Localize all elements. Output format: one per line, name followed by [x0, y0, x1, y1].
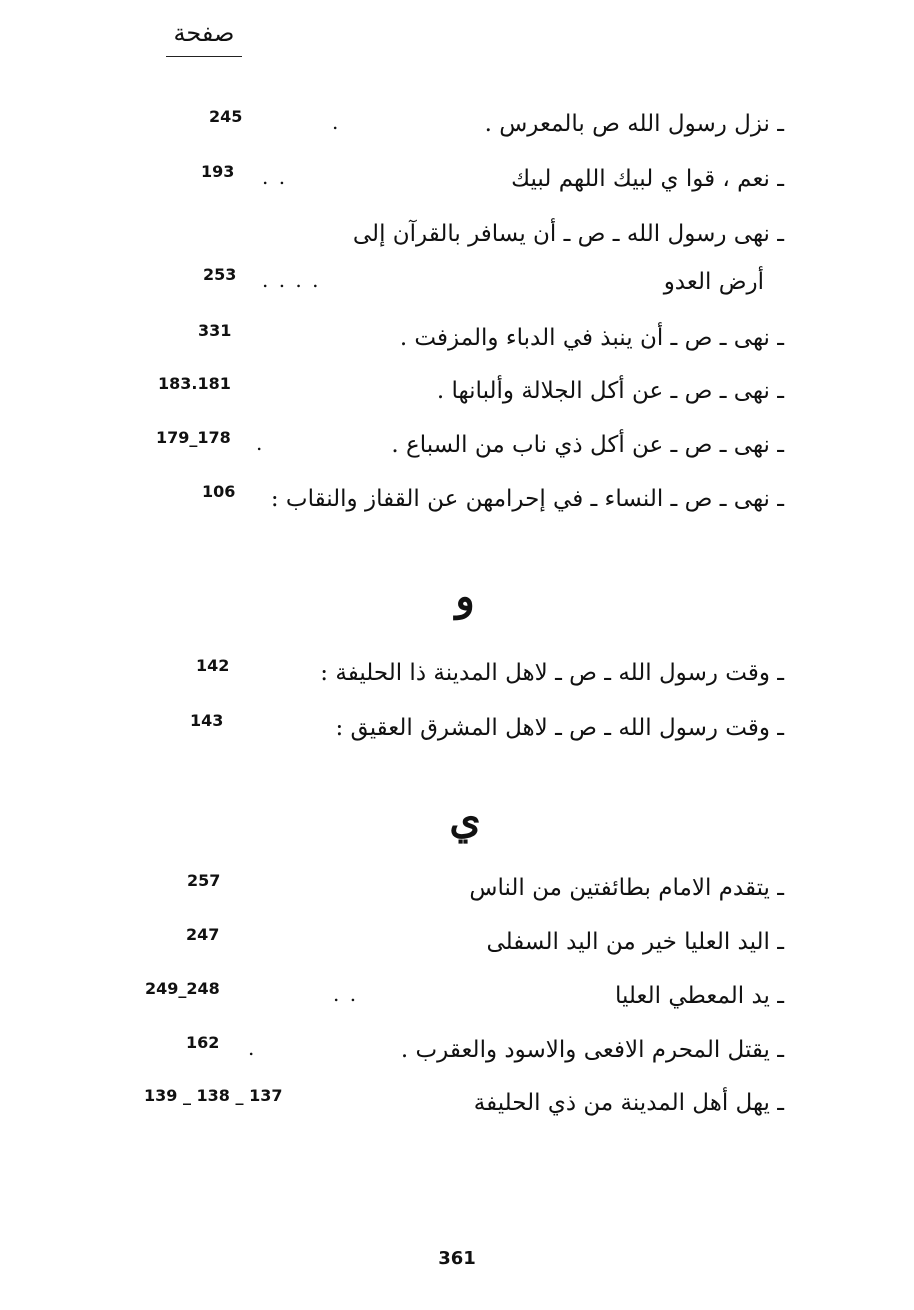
entry-text: ـ اليد العليا خير من اليد السفلى [486, 929, 784, 955]
entry-pages: 183.181 [158, 374, 231, 393]
index-entry-continuation [0, 260, 914, 304]
entry-pages: 142 [196, 656, 230, 675]
entry-text: ـ نهى رسول الله ـ ص ـ أن يسافر بالقرآن إلى [352, 221, 784, 247]
index-entry [0, 157, 914, 201]
index-entry [0, 974, 914, 1018]
entry-dots: . . [333, 982, 359, 1006]
entry-dots: . [256, 431, 265, 455]
entry-text: ـ يتقدم الامام بطائفتين من الناس [469, 875, 784, 901]
entry-pages: 193 [201, 162, 235, 181]
entry-pages: 143 [190, 711, 224, 730]
entry-text: ـ وقت رسول الله ـ ص ـ لاهل المدينة ذا الحليفة : [320, 660, 784, 686]
entry-text: أرض العدو [663, 269, 764, 295]
index-entry [0, 423, 914, 467]
index-entry [0, 316, 914, 360]
entry-pages: 249_248 [145, 979, 220, 998]
index-entry [0, 1028, 914, 1072]
index-entry [0, 706, 914, 750]
entry-pages: 106 [202, 482, 236, 501]
entry-pages: 257 [187, 871, 221, 890]
entry-dots: . . [262, 165, 288, 189]
entry-text: ـ وقت رسول الله ـ ص ـ لاهل المشرق العقيق : [335, 715, 784, 741]
entry-text: ـ يهل أهل المدينة من ذي الحليفة [473, 1090, 784, 1116]
entry-text: ـ يقتل المحرم الافعى والاسود والعقرب . [400, 1037, 784, 1063]
page-number: 361 [438, 1248, 476, 1269]
index-entry [0, 1081, 914, 1125]
index-entry [0, 920, 914, 964]
entry-pages: 247 [186, 925, 220, 944]
entry-pages: 245 [209, 107, 243, 126]
index-entry [0, 651, 914, 695]
index-entry [0, 212, 914, 256]
index-entry [0, 102, 914, 146]
entry-text: ـ نزل رسول الله ص بالمعرس . [484, 111, 784, 137]
section-letter-waw: و [455, 573, 475, 620]
entry-text: ـ نهى ـ ص ـ النساء ـ في إحرامهن عن القفاز والنقاب : [270, 486, 784, 512]
page-header-title: صفحة [166, 18, 242, 57]
entry-dots: . . . . [262, 268, 321, 292]
index-entry [0, 369, 914, 413]
entry-text: ـ نهى ـ ص ـ عن أكل الجلالة وألبانها . [436, 378, 784, 404]
entry-text: ـ نعم ، قوا ي لبيك اللهم لبيك [511, 166, 784, 192]
entry-pages: 331 [198, 321, 232, 340]
index-entry [0, 477, 914, 521]
section-letter-ya: ي [449, 796, 481, 843]
entry-pages: 139 _ 138 _ 137 [144, 1086, 283, 1105]
entry-pages: 162 [186, 1033, 220, 1052]
entry-dots: . [332, 110, 341, 134]
entry-text: ـ يد المعطي العليا [614, 983, 784, 1009]
entry-pages: 179_178 [156, 428, 231, 447]
entry-pages: 253 [203, 265, 237, 284]
entry-text: ـ نهى ـ ص ـ عن أكل ذي ناب من السباع . [391, 432, 784, 458]
entry-dots: . [248, 1036, 257, 1060]
index-entry [0, 866, 914, 910]
entry-text: ـ نهى ـ ص ـ أن ينبذ في الدباء والمزفت . [399, 325, 784, 351]
